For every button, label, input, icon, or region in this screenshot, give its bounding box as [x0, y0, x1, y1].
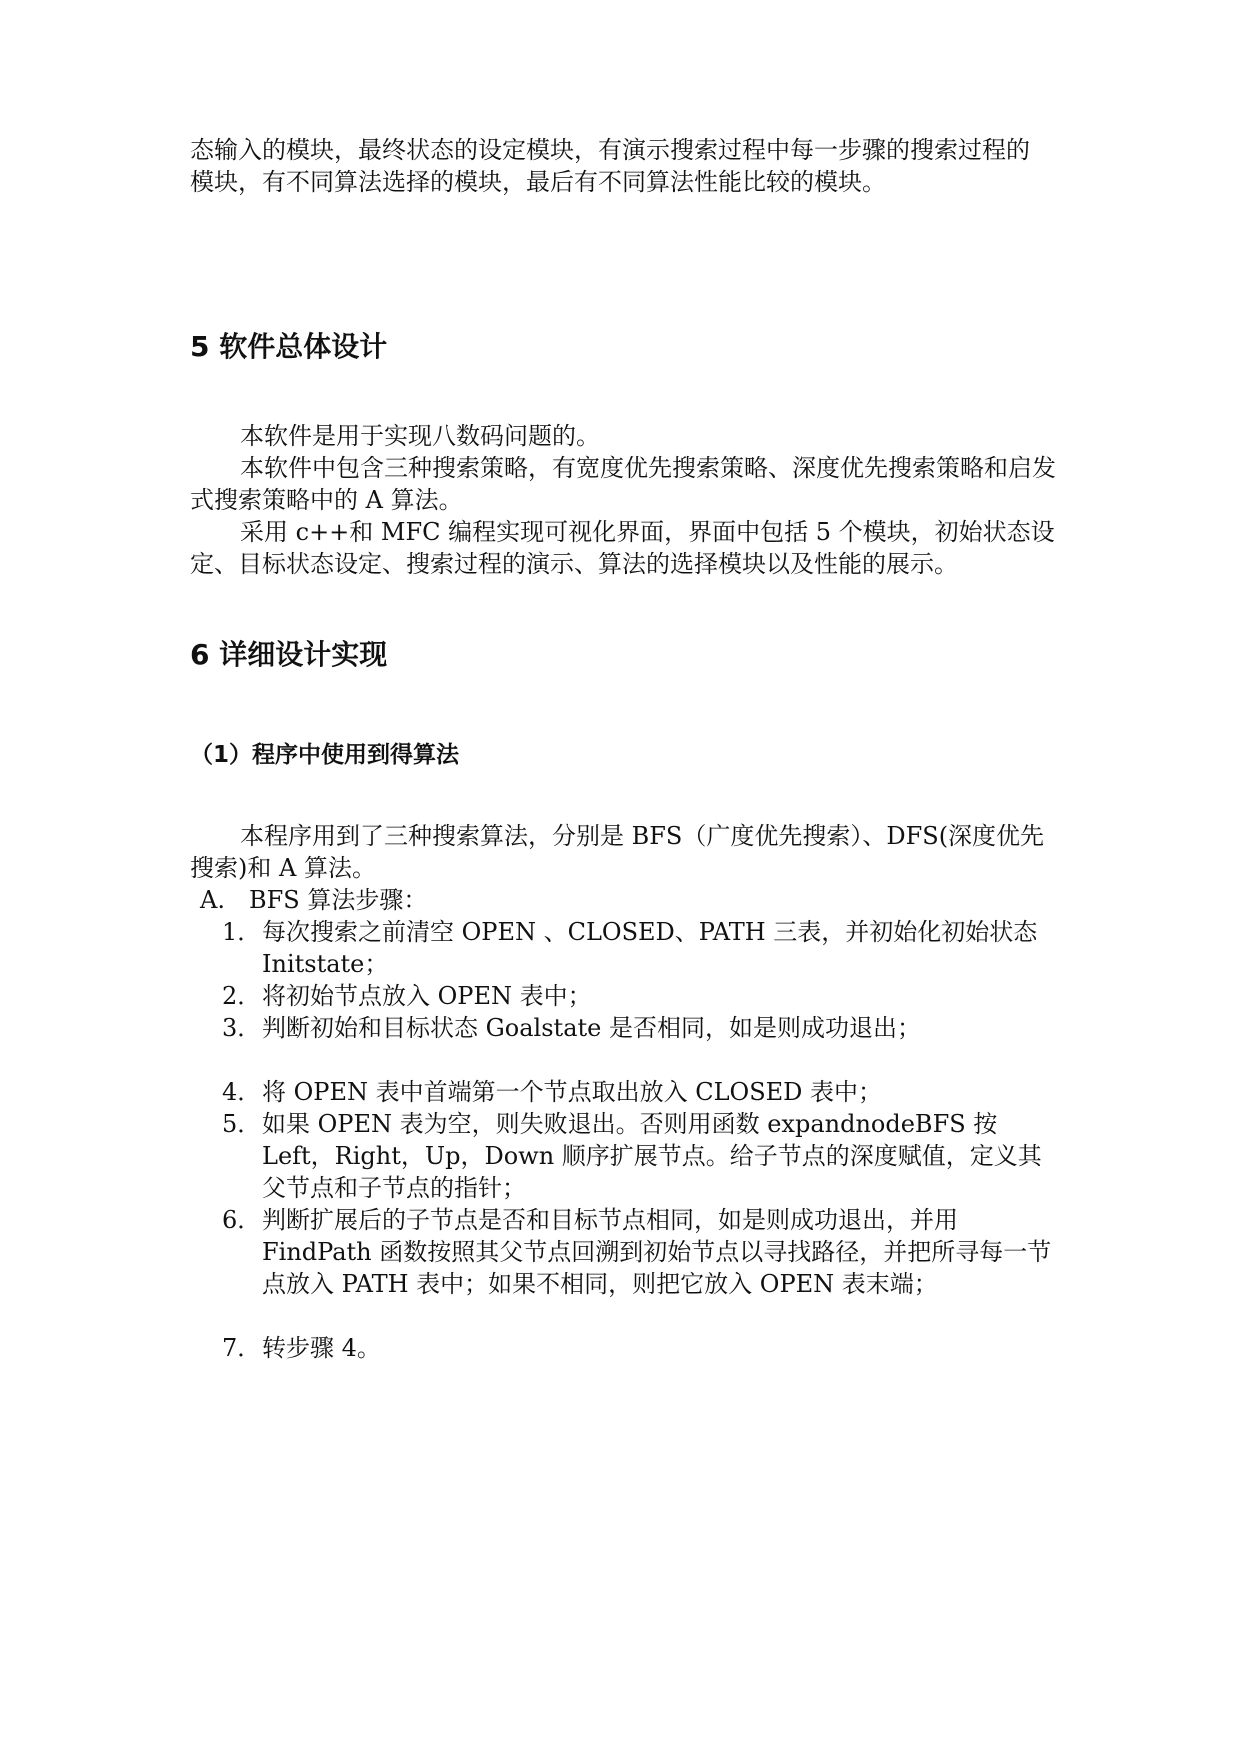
- step-text: 判断初始和目标状态 Goalstate 是否相同，如是则成功退出；: [262, 1014, 921, 1042]
- step-number: 2．: [222, 982, 262, 1010]
- intro-line-2: 模块，有不同算法选择的模块，最后有不同算法性能比较的模块。: [190, 168, 886, 196]
- step-text: 转步骤 4。: [262, 1334, 381, 1362]
- section-6-intro-text: 本程序用到了三种搜索算法，分别是 BFS（广度优先搜索）、DFS(深度优先搜索)和 A 算法。: [190, 822, 1045, 882]
- section-6-heading: 6 详细设计实现: [190, 638, 388, 671]
- step-number: 4．: [222, 1078, 262, 1106]
- section-5-body: [190, 420, 1060, 580]
- list-item: [222, 916, 1060, 980]
- list-item: [222, 1204, 1060, 1300]
- list-item: [222, 1332, 1060, 1364]
- step-text: 将 OPEN 表中首端第一个节点取出放入 CLOSED 表中；: [262, 1078, 883, 1106]
- intro-line-1: 态输入的模块，最终状态的设定模块，有演示搜索过程中每一步骤的搜索过程的: [190, 136, 1030, 164]
- bfs-steps-list: [222, 916, 1060, 1364]
- spacer: [222, 1044, 1060, 1076]
- bfs-heading-text: A. BFS 算法步骤：: [200, 886, 428, 914]
- step-text: 将初始节点放入 OPEN 表中；: [262, 982, 592, 1010]
- step-number: 6．: [222, 1206, 262, 1234]
- section-5-heading: 5 软件总体设计: [190, 330, 388, 363]
- step-number: 3．: [222, 1014, 262, 1042]
- list-item: [222, 980, 1060, 1012]
- section-5-paragraph-2: 本软件中包含三种搜索策略，有宽度优先搜索策略、深度优先搜索策略和启发式搜索策略中的 A 算法。: [190, 454, 1056, 514]
- list-item: [222, 1108, 1060, 1204]
- step-number: 5．: [222, 1110, 262, 1138]
- list-item: [222, 1076, 1060, 1108]
- spacer: [222, 1300, 1060, 1332]
- step-number: 1．: [222, 918, 262, 946]
- list-item: [222, 1012, 1060, 1044]
- bfs-heading: [200, 884, 1070, 916]
- step-text: 每次搜索之前清空 OPEN 、CLOSED、PATH 三表，并初始化初始状态 Initstate；: [262, 918, 1038, 978]
- section-6-subheading: （1）程序中使用到得算法: [190, 742, 460, 768]
- step-text: 如果 OPEN 表为空，则失败退出。否则用函数 expandnodeBFS 按 Left，Right，Up，Down 顺序扩展节点。给子节点的深度赋值，定义其父节点和子节点的指针；: [262, 1110, 1042, 1202]
- intro-paragraph: [190, 134, 1060, 198]
- section-6-intro: [190, 820, 1060, 884]
- section-5-paragraph-1: 本软件是用于实现八数码问题的。: [240, 422, 600, 450]
- step-number: 7．: [222, 1334, 262, 1362]
- section-5-paragraph-3: 采用 c++和 MFC 编程实现可视化界面，界面中包括 5 个模块，初始状态设定、目标状态设定、搜索过程的演示、算法的选择模块以及性能的展示。: [190, 518, 1055, 578]
- step-text: 判断扩展后的子节点是否和目标节点相同，如是则成功退出，并用 FindPath 函数按照其父节点回溯到初始节点以寻找路径，并把所寻每一节点放入 PATH 表中；如果不相同，则把它放入 OPEN 表末端；: [262, 1206, 1052, 1298]
